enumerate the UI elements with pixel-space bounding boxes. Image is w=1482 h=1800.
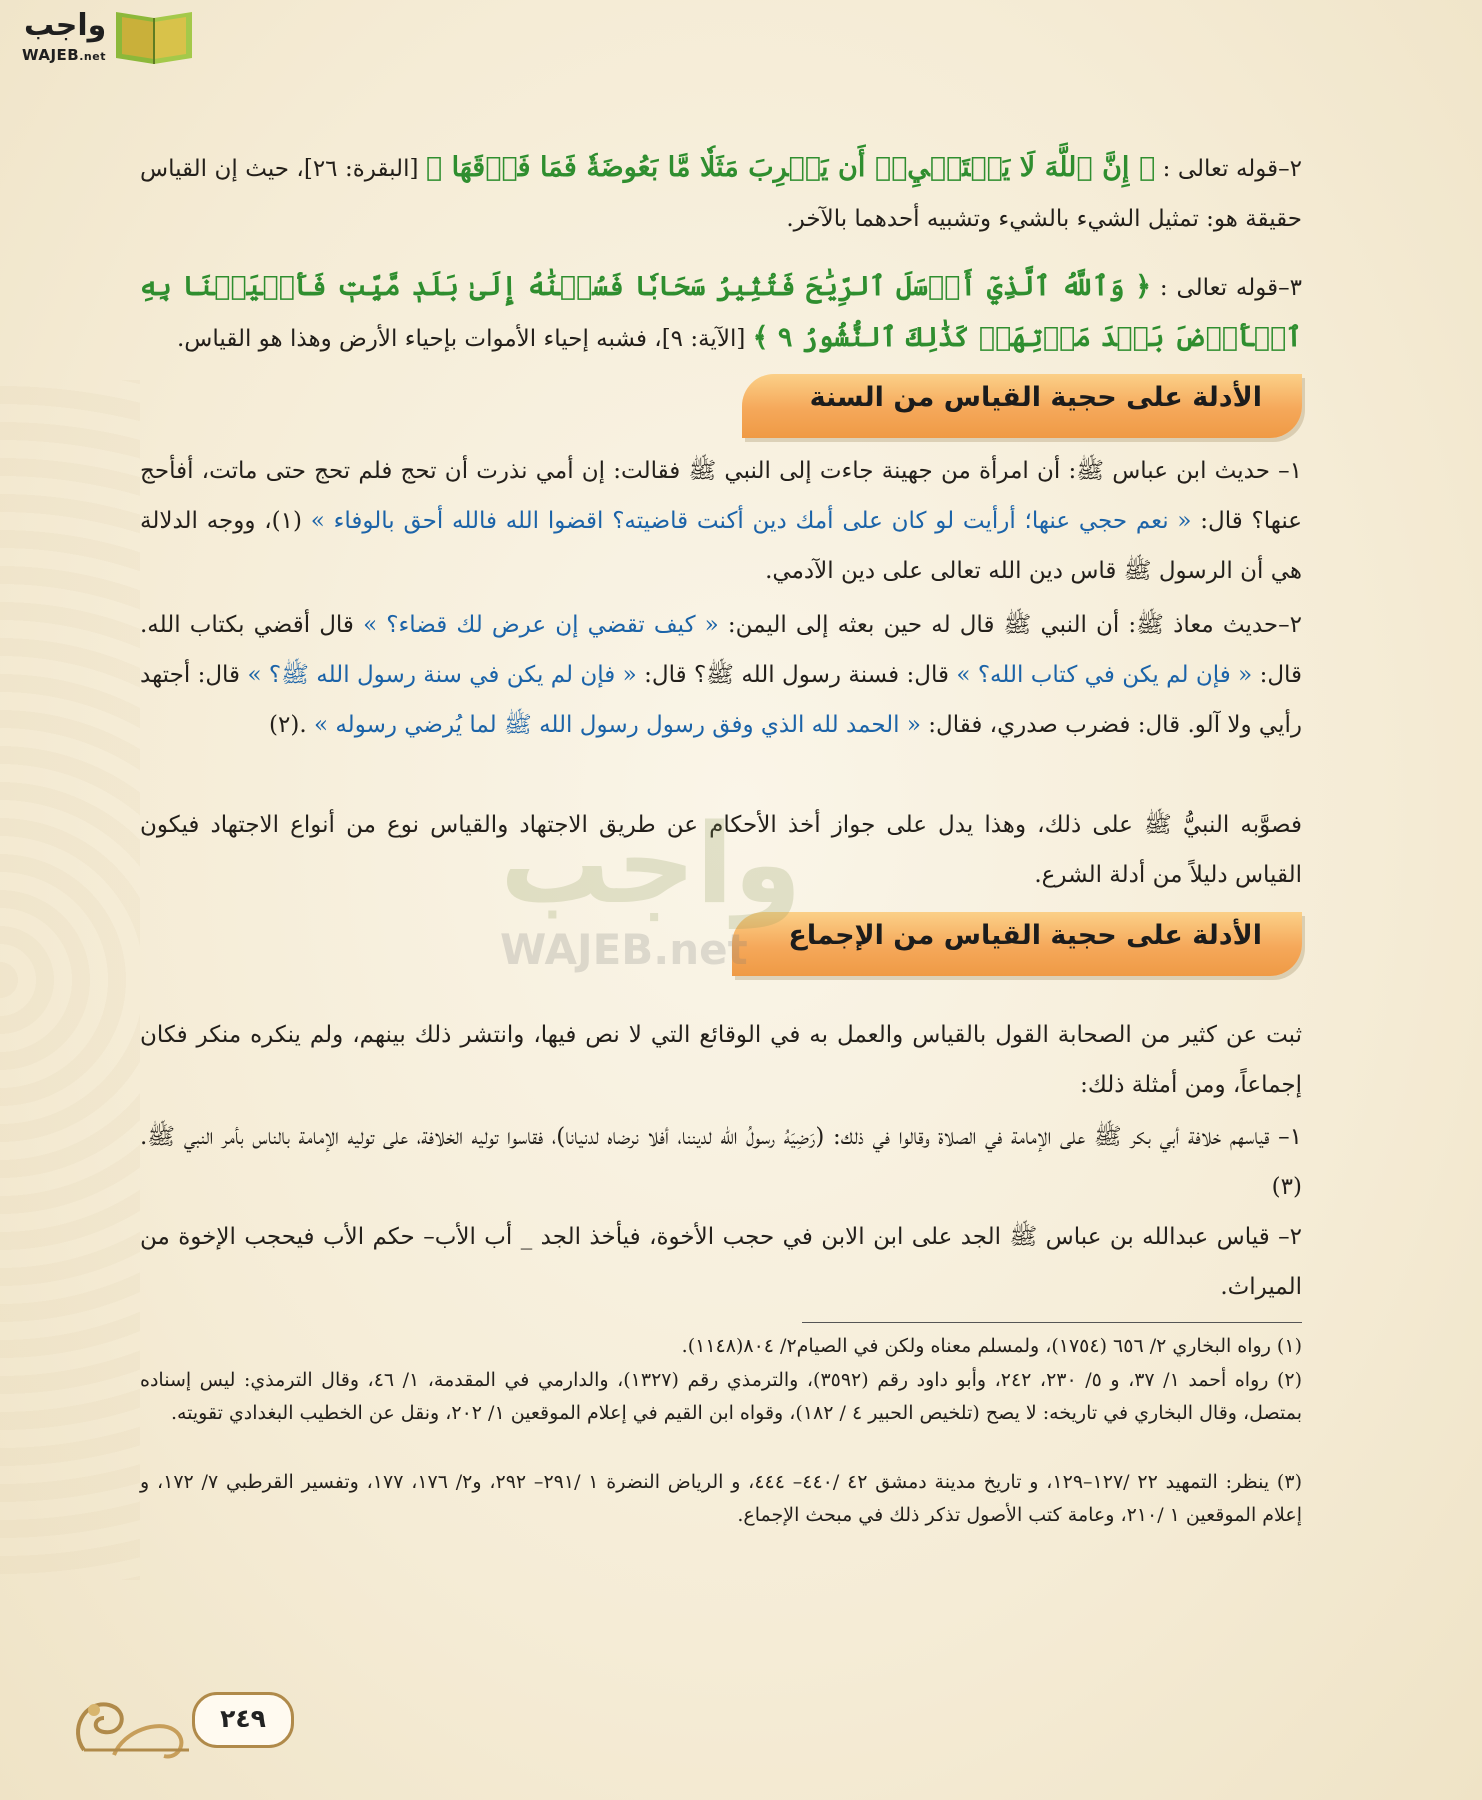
book-icon xyxy=(112,8,196,68)
wajeb-logo[interactable] xyxy=(10,6,190,66)
quran-evidence-2 xyxy=(140,143,1302,244)
footnote-1: (١) رواه البخاري ٢/ ٦٥٦ (١٧٥٤)، ولمسلم معناه ولكن في الصيام٢/ ٨٠٤(١١٤٨). xyxy=(681,1335,1302,1357)
watermark-arabic: واجب xyxy=(500,800,802,928)
footnote-divider xyxy=(802,1322,1302,1323)
section-title: الأدلة على حجية القياس من الإجماع xyxy=(788,920,1262,951)
quran-verse: ﴿ إِنَّ ٱللَّهَ لَا يَسۡتَحۡيِۦٓ أَن يَضۡرِبَ مَثَلٗا مَّا بَعُوضَةٗ فَمَا فَوۡقَهَا ﴾ xyxy=(425,152,1156,183)
section-header-ijma xyxy=(732,912,1302,976)
ijma-example-1: ١– قياسهم خلافة أبي بكر ﷺ على الإمامة في الصلاة وقالوا في ذلك: (رَضِيَهُ رسولُ الله لديننا، أفلا نرضاه لدنيانا)، فقاسوا توليه الخلافة، على توليه الإمامة بالناس بأمر النبي ﷺ. (٣) xyxy=(140,1124,1302,1200)
logo-latin: WAJEB.net xyxy=(22,46,106,64)
verse-reference: [البقرة: ٢٦]، حيث إن القياس حقيقة هو: تمثيل الشيء بالشيء وتشبيه أحدهما بالآخر. xyxy=(140,156,1302,232)
hadith-text: قال: أجتهد رأيي ولا آلو. قال: فضرب صدري، فقال: xyxy=(140,662,1302,738)
page-number: ٢٤٩ xyxy=(192,1692,294,1748)
hadith-text: قال: فسنة رسول الله ﷺ؟ قال: xyxy=(644,662,949,688)
hadith-text: (١)، ووجه الدلالة هي أن الرسول ﷺ قاس دين الله تعالى على دين الآدمي. xyxy=(140,508,1302,584)
hadith-1 xyxy=(140,446,1302,596)
hadith-quote: « فإن لم يكن في كتاب الله؟ » xyxy=(956,662,1253,688)
watermark-latin: WAJEB.net xyxy=(500,925,748,974)
ijma-example-2: ٢– قياس عبدالله بن عباس ﷺ الجد على ابن الابن في حجب الأخوة، فيأخذ الجد _ أب الأب– حكم الأب فيحجب الإخوة من الميراث. xyxy=(140,1224,1302,1300)
item-prefix: ٢–قوله تعالى : xyxy=(1162,156,1303,182)
hadith-quote: « كيف تقضي إن عرض لك قضاء؟ » xyxy=(363,612,719,638)
hadith-quote: « الحمد لله الذي وفق رسول رسول الله ﷺ لما يُرضي رسوله » xyxy=(313,712,921,738)
footnote-2: (٢) رواه أحمد ١/ ٣٧، و ٥/ ٢٣٠، ٢٤٢، وأبو داود رقم (٣٥٩٢)، والترمذي رقم (١٣٢٧)، والدارمي في المقدمة، ١/ ٤٦، وقال الترمذي: ليس إسناده بمتصل، وقال البخاري في تاريخه: لا يصح (تلخيص الحبير ٤ / ١٨٢)، وقواه ابن القيم في إعلام الموقعين ١/ ٢٠٢، ونقل عن الخطيب البغدادي تقويته. xyxy=(140,1369,1302,1424)
hadith-text: ٢–حديث معاذ ﷺ: أن النبي ﷺ قال له حين بعثه إلى اليمن: xyxy=(727,612,1303,638)
corner-ornament-icon xyxy=(64,1670,204,1770)
verse-reference: [الآية: ٩]، فشبه إحياء الأموات بإحياء الأرض وهذا هو القياس. xyxy=(176,326,746,352)
quran-evidence-3 xyxy=(140,262,1302,364)
hadith-quote: « نعم حجي عنها؛ أرأيت لو كان على أمك دين أكنت قاضيته؟ اقضوا الله فالله أحق بالوفاء » xyxy=(310,508,1192,534)
logo-arabic: واجب xyxy=(24,8,107,43)
ijma-intro: ثبت عن كثير من الصحابة القول بالقياس والعمل به في الوقائع التي لا نص فيها، وانتشر ذلك بينهم، ولم ينكره منكر فكان إجماعاً، ومن أمثلة ذلك: xyxy=(140,1022,1302,1098)
hadith-text: ١– حديث ابن عباس ﷺ: أن امرأة من جهينة جاءت إلى النبي ﷺ فقالت: إن أمي نذرت أن تحج فلم تحج حتى ماتت، أفأحج عنها؟ قال: xyxy=(140,458,1302,534)
hadith-text: قال أقضي بكتاب الله. قال: xyxy=(140,612,1303,688)
item-prefix: ٣–قوله تعالى : xyxy=(1159,275,1302,301)
footnote-3: (٣) ينظر: التمهيد ٢٢ /١٢٧–١٢٩، و تاريخ مدينة دمشق ٤٢ /٤٤٠– ٤٤٤، و الرياض النضرة ١ /٢٩١– ٢٩٢، و٢/ ١٧٦، ١٧٧، وتفسير القرطبي ٧/ ١٧٢، و إعلام الموقعين ١ /٢١٠، وعامة كتب الأصول تذكر ذلك في مبحث الإجماع. xyxy=(140,1471,1302,1526)
section-header-sunnah xyxy=(742,374,1302,438)
sunnah-conclusion: فصوَّبه النبيُّ ﷺ على ذلك، وهذا يدل على جواز أخذ الأحكام عن طريق الاجتهاد والقياس نوع من أنواع الاجتهاد فيكون القياس دليلاً من أدلة الشرع. xyxy=(140,812,1302,888)
footnote-ref: .(٢) xyxy=(269,712,307,738)
hadith-quote: « فإن لم يكن في سنة رسول الله ﷺ؟ » xyxy=(247,662,637,688)
section-title: الأدلة على حجية القياس من السنة xyxy=(809,382,1262,413)
quran-verse: ﴿ وَٱللَّهُ ٱلَّذِيٓ أَرۡسَلَ ٱلرِّيَٰحَ فَتُثِيرُ سَحَابٗا فَسُقۡنَٰهُ إِلَىٰ بَلَدٖ مَّيِّتٖ فَأَحۡيَيۡنَا بِهِ ٱلۡأَرۡضَ بَعۡدَ مَوۡتِهَاۚ كَذَٰلِكَ ٱلنُّشُورُ ٩ ﴾ xyxy=(140,271,1302,353)
hadith-2 xyxy=(140,600,1302,750)
left-ornament xyxy=(0,380,140,1580)
